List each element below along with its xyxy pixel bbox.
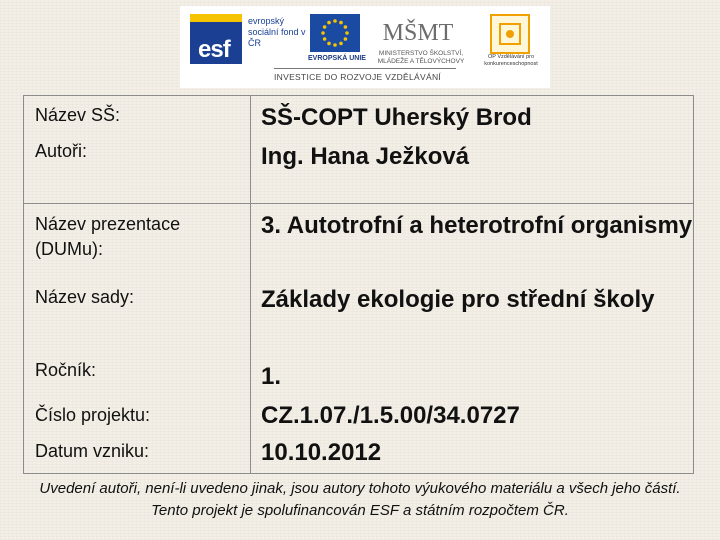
set-name-label: Název sady: xyxy=(24,278,251,353)
project-number-value: CZ.1.07./1.5.00/34.0727 xyxy=(261,402,520,429)
eu-stars-icon xyxy=(310,14,360,52)
school-name-label: Název SŠ: xyxy=(24,96,251,136)
table-row xyxy=(24,135,694,204)
document-info-table xyxy=(23,95,694,474)
msmt-caption: MINISTERSTVO ŠKOLSTVÍ, MLÁDEŽE A TĚLOVÝCHOVY xyxy=(377,50,465,65)
presentation-name-label: Název prezentace (DUMu): xyxy=(24,204,251,279)
partner-logos-banner xyxy=(180,6,550,88)
grade-value: 1. xyxy=(261,363,282,390)
set-name-value: Základy ekologie pro střední školy xyxy=(261,286,655,313)
table-row xyxy=(24,96,694,136)
project-number-label: Číslo projektu: xyxy=(24,398,251,435)
esf-caption: evropský sociální fond v ČR xyxy=(248,16,306,48)
table-row xyxy=(24,435,694,474)
presentation-name-value: 3. Autotrofní a heterotrofní organismy xyxy=(261,212,693,239)
esf-logo xyxy=(190,14,242,64)
slogan-text: INVESTICE DO ROZVOJE VZDĚLÁVÁNÍ xyxy=(274,72,442,82)
table-row xyxy=(24,204,694,279)
school-name-value: SŠ-COPT Uherský Brod xyxy=(261,104,532,131)
msmt-logo-mark: MŠMT xyxy=(382,20,454,46)
table-row xyxy=(24,353,694,398)
creation-date-label: Datum vzniku: xyxy=(24,435,251,474)
op-vzdelavani-logo xyxy=(490,14,530,54)
eu-caption: EVROPSKÁ UNIE xyxy=(308,55,366,62)
esf-logo-mark: esf xyxy=(198,36,230,63)
msmt-logo-mark-icon xyxy=(382,10,454,52)
msmt-logo xyxy=(382,10,454,52)
slogan-divider xyxy=(274,68,456,69)
op-logo-icon xyxy=(492,16,528,52)
authors-value: Ing. Hana Ježková xyxy=(251,135,694,204)
authorship-footnote: Uvedení autoři, není-li uvedeno jinak, jsou autory tohoto výukového materiálu a všech jeho částí. Tento projekt je spolufinancován ESF a státním rozpočtem ČR. xyxy=(39,480,681,519)
authors-label: Autoři: xyxy=(24,135,251,204)
esf-logo-stripe xyxy=(190,14,242,22)
grade-label: Ročník: xyxy=(24,353,251,398)
op-caption: OP Vzdělávání pro konkurenceschopnost xyxy=(484,54,538,67)
table-row xyxy=(24,398,694,435)
creation-date-value: 10.10.2012 xyxy=(261,439,382,466)
table-row xyxy=(24,278,694,353)
eu-flag-logo xyxy=(310,14,360,52)
